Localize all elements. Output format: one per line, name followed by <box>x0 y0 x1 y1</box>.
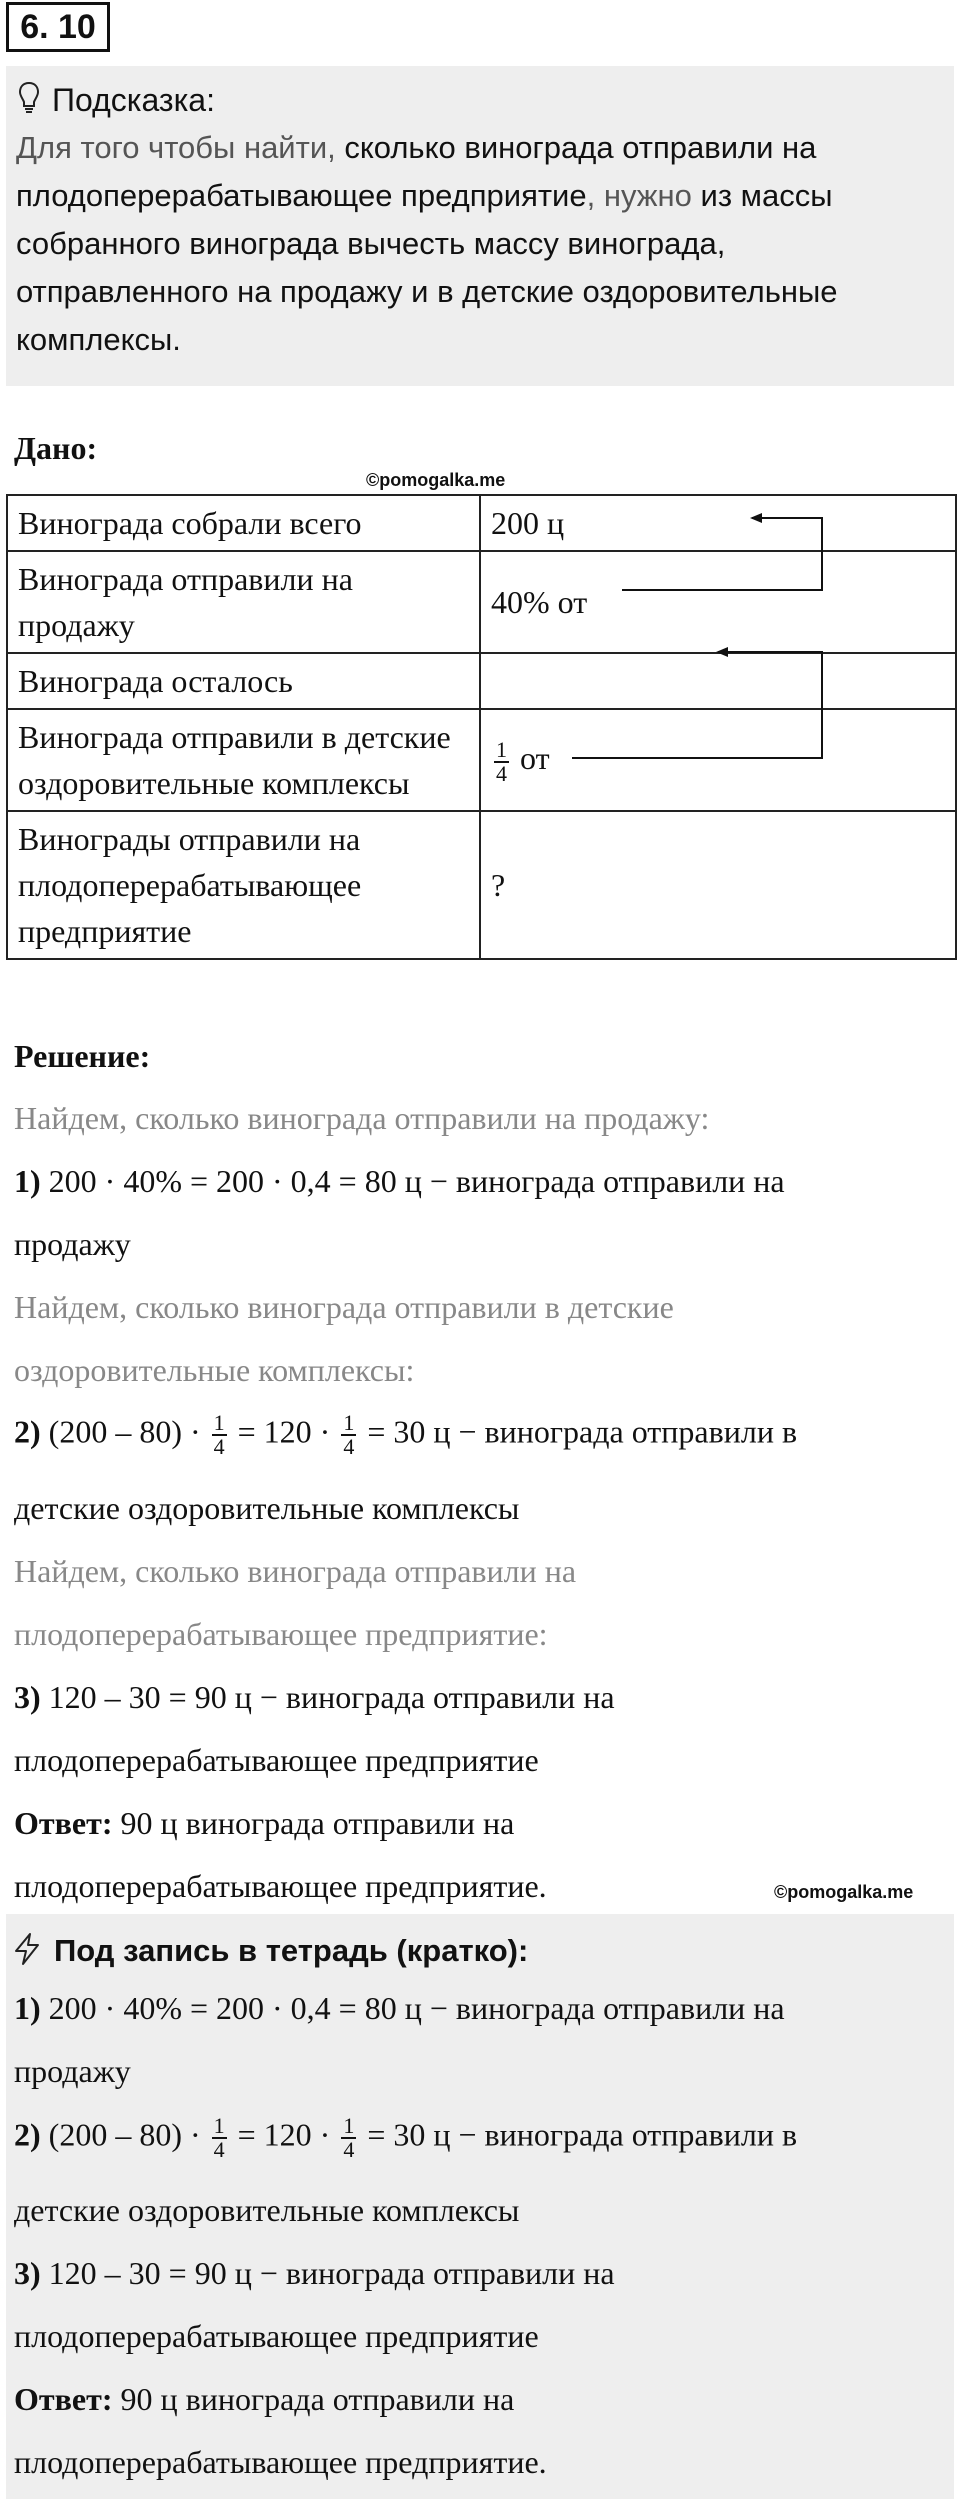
short-answer <box>14 2381 514 2418</box>
answer <box>14 1805 514 1842</box>
value-text: от <box>520 740 550 777</box>
short-step-1-cont: продажу <box>14 2053 131 2089</box>
step-text: = 120 · <box>237 1413 331 1450</box>
fraction-denominator: 4 <box>213 2137 225 2162</box>
table-row <box>7 551 956 653</box>
fraction-denominator: 4 <box>343 1434 355 1459</box>
solution-step-1 <box>14 1163 785 1200</box>
hint-text-part: сколько винограда отправили на плодоперерабатывающее предприятие <box>16 130 817 213</box>
answer-text: 90 ц винограда отправили на <box>112 2381 515 2417</box>
given-table <box>6 494 957 960</box>
short-step-2 <box>14 2115 797 2161</box>
answer-label: Ответ: <box>14 1805 113 1841</box>
solution-step-note: Найдем, сколько винограда отправили на <box>14 1553 577 1589</box>
given-label: Дано: <box>14 430 98 466</box>
step-number: 3) <box>14 1679 41 1715</box>
table-cell-label: Винограда осталось <box>7 653 480 709</box>
fraction-numerator: 1 <box>213 1410 225 1435</box>
fraction <box>341 1412 356 1458</box>
short-step-3-cont: плодоперерабатывающее предприятие <box>14 2318 539 2354</box>
step-text: 120 – 30 = 90 ц − винограда отправили на <box>40 1679 615 1715</box>
solution-step-3-cont: плодоперерабатывающее предприятие <box>14 1742 539 1778</box>
step-text: = 120 · <box>237 2116 331 2153</box>
task-number: 6. 10 <box>6 2 110 52</box>
short-step-3 <box>14 2255 615 2292</box>
fraction-numerator: 1 <box>343 2113 355 2138</box>
hint-text <box>16 124 936 364</box>
table-cell-value: ? <box>480 811 956 959</box>
watermark: ©pomogalka.me <box>366 470 506 490</box>
short-title: Под запись в тетрадь (кратко): <box>54 1933 529 1968</box>
table-row <box>7 653 956 709</box>
short-title-row <box>12 1926 528 1976</box>
fraction-denominator: 4 <box>343 2137 355 2162</box>
solution-step-2-cont: детские оздоровительные комплексы <box>14 1490 520 1526</box>
watermark: ©pomogalka.me <box>774 1882 914 1902</box>
step-number: 1) <box>14 1163 41 1199</box>
short-step-2-cont: детские оздоровительные комплексы <box>14 2192 520 2228</box>
fraction-numerator: 1 <box>496 736 507 762</box>
table-cell-value: 40% от <box>480 551 956 653</box>
step-text: = 30 ц − винограда отправили в <box>367 2116 798 2153</box>
table-row <box>7 495 956 551</box>
solution-step-2 <box>14 1412 797 1458</box>
step-number: 2) <box>14 2116 41 2153</box>
fraction-denominator: 4 <box>496 760 507 786</box>
answer-cont: плодоперерабатывающее предприятие. <box>14 1868 547 1904</box>
fraction-denominator: 4 <box>213 1434 225 1459</box>
solution-step-1-cont: продажу <box>14 1226 131 1262</box>
step-number: 2) <box>14 1413 41 1450</box>
step-number: 3) <box>14 2255 41 2291</box>
table-row <box>7 709 956 811</box>
short-step-1 <box>14 1990 785 2027</box>
short-answer-cont: плодоперерабатывающее предприятие. <box>14 2444 547 2480</box>
fraction-numerator: 1 <box>213 2113 225 2138</box>
table-row <box>7 811 956 959</box>
fraction <box>494 736 509 786</box>
solution-step-note: Найдем, сколько винограда отправили в детские <box>14 1289 674 1325</box>
step-number: 1) <box>14 1990 41 2026</box>
table-cell-value <box>480 653 956 709</box>
lightning-icon <box>12 1932 42 1971</box>
solution-step-note: Найдем, сколько винограда отправили на продажу: <box>14 1100 710 1136</box>
step-text: 200 · 40% = 200 · 0,4 = 80 ц − винограда отправили на <box>40 1990 785 2026</box>
answer-text: 90 ц винограда отправили на <box>112 1805 515 1841</box>
hint-title: Подсказка: <box>52 81 215 118</box>
step-text: 120 – 30 = 90 ц − винограда отправили на <box>40 2255 615 2291</box>
table-cell-value: 200 ц <box>480 495 956 551</box>
fraction-numerator: 1 <box>343 1410 355 1435</box>
fraction <box>212 1412 227 1458</box>
fraction <box>212 2115 227 2161</box>
step-text: 200 · 40% = 200 · 0,4 = 80 ц − винограда отправили на <box>40 1163 785 1199</box>
hint-text-part: из массы собранного винограда вычесть массу винограда, отправленного на продажу и в детские оздоровительные комплексы. <box>16 178 838 357</box>
hint-title-row <box>18 74 215 126</box>
table-cell-label: Винограда отправили на продажу <box>7 551 480 653</box>
table-cell-label: Винограда собрали всего <box>7 495 480 551</box>
hint-text-part: , нужно <box>586 178 701 213</box>
solution-step-3 <box>14 1679 615 1716</box>
solution-step-note: плодоперерабатывающее предприятие: <box>14 1616 548 1652</box>
hint-box <box>6 66 954 386</box>
step-text: (200 – 80) · <box>40 1413 201 1450</box>
answer-label: Ответ: <box>14 2381 113 2417</box>
step-text: = 30 ц − винограда отправили в <box>367 1413 798 1450</box>
hint-text-part: Для того чтобы найти, <box>16 130 345 165</box>
solution-label: Решение: <box>14 1038 151 1074</box>
lightbulb-icon <box>18 81 40 120</box>
step-text: (200 – 80) · <box>40 2116 201 2153</box>
table-cell-value <box>480 709 956 811</box>
solution-step-note: оздоровительные комплексы: <box>14 1352 415 1388</box>
table-cell-label: Винограда отправили в детские оздоровительные комплексы <box>7 709 480 811</box>
table-cell-label: Винограды отправили на плодоперерабатывающее предприятие <box>7 811 480 959</box>
fraction <box>341 2115 356 2161</box>
